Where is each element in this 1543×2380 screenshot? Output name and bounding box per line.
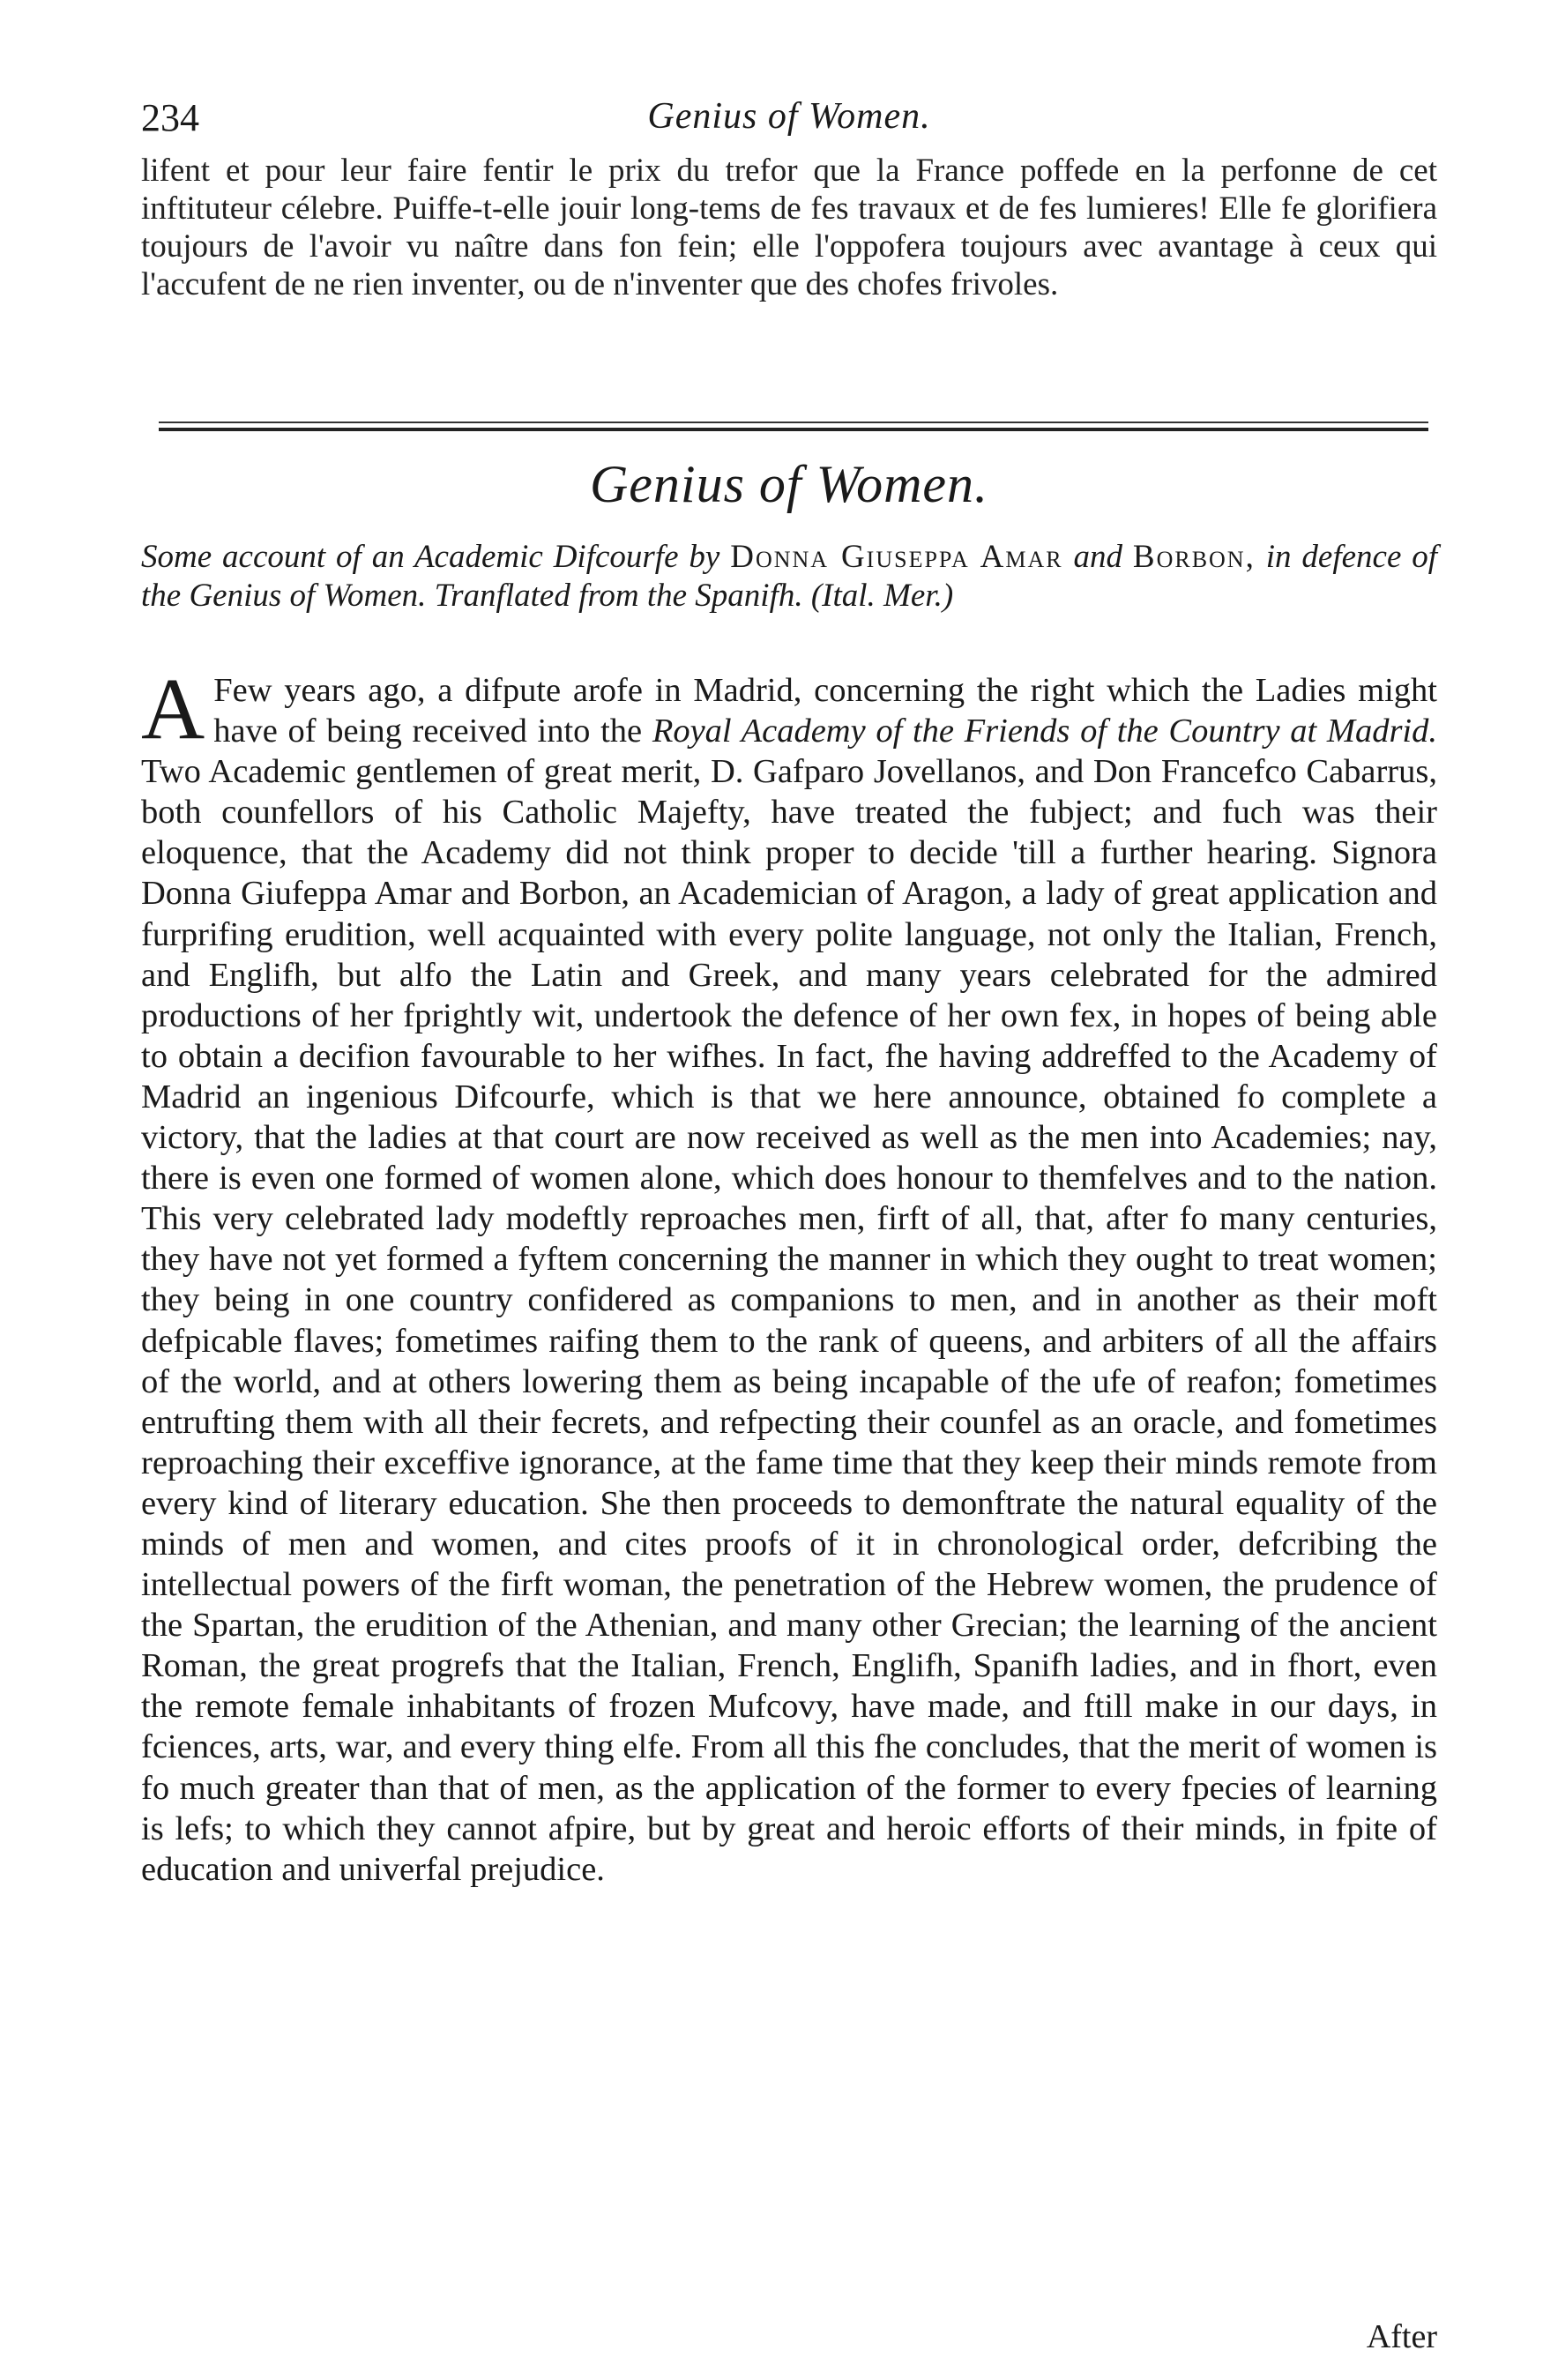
article-title: Genius of Women. <box>589 455 989 513</box>
subtitle-intro: Some account of an Academic Difcourfe by <box>141 539 720 575</box>
divider-thin-line <box>159 422 1428 423</box>
article-subtitle <box>141 538 1437 616</box>
divider-thick-line <box>159 428 1428 431</box>
catchword: After <box>1366 2318 1437 2355</box>
body-text-part-2: Two Academic gentlemen of great merit, D. Gafparo Jovellanos, and Don Francefco Cabarrus, both counfellors of his Catholic Majefty, have treated the fubject; and fuch was their eloquence, that the Academy did not think proper to decide 'till a further hearing. Signora Donna Giufeppa Amar and Borbon, an Academician of Aragon, a lady of great application and furprifing erudition, well acquainted with every polite language, not only the Italian, French, and Englifh, but alfo the Latin and Greek, and many years celebrated for the admired productions of her fprightly wit, undertook the defence of her own fex, in hopes of being able to obtain a decifion favourable to her wifhes. In fact, fhe having addreffed to the Academy of Madrid an ingenious Difcourfe, which is that we here announce, obtained fo complete a victory, that the ladies at that court are now received as well as the men into Academies; nay, there is even one formed of women alone, which does honour to themfelves and to the nation. This very celebrated lady modeftly reproaches men, firft of all, that, after fo many centuries, they have not yet formed a fyftem concerning the manner in which they ought to treat women; they being in one country confidered as companions to men, and in another as their moft defpicable flaves; fometimes raifing them to the rank of queens, and arbiters of all the affairs of the world, and at others lowering them as being incapable of the ufe of reafon; fometimes entrufting them with all their fecrets, and refpecting their counfel as an oracle, and fometimes reproaching their exceffive ignorance, at the fame time that they keep their minds remote from every kind of literary education. She then proceeds to demonftrate the natural equality of the minds of men and women, and cites proofs of it in chronological order, defcribing the intellectual powers of the firft woman, the penetration of the Hebrew women, the prudence of the Spartan, the erudition of the Athenian, and many other Grecian; the learning of the ancient Roman, the great progrefs that the Italian, French, Englifh, Spanifh ladies, and in fhort, even the remote female inhabitants of frozen Mufcovy, have made, and ftill make in our days, in fciences, arts, war, and every thing elfe. From all this fhe concludes, that the merit of women is fo much greater than that of men, as the application of the former to every fpecies of learning is lefs; to which they cannot afpire, but by great and heroic efforts of their minds, in fpite of education and univerfal prejudice. <box>141 753 1437 1888</box>
author-name-second: Borbon, <box>1132 539 1256 575</box>
previous-article-paragraph: lifent et pour leur faire fentir le prix du trefor que la France poffede en la perfonne de cet inftituteur célebre. Puiffe-t-elle jouir long-tems de fes travaux et de fes lumieres! Elle fe glorifiera toujours de l'avoir vu naître dans fon fein; elle l'oppofera toujours avec avantage à ceux qui l'accufent de ne rien inventer, ou de n'inventer que des chofes frivoles. <box>141 153 1437 302</box>
academy-name: Royal Academy of the Friends of the Country at Madrid. <box>652 713 1437 750</box>
body-text-part-1: Few years ago, a difpute arofe in Madrid, concerning the right which the Ladies might have of being received into the <box>213 672 1437 750</box>
previous-article-ending <box>141 152 1437 303</box>
article-paragraph <box>141 660 1437 1890</box>
subtitle-rest: in defence of the Genius of Women. Tranflated from the Spanifh. (Ital. Mer.) <box>141 539 1438 614</box>
section-divider-rule <box>159 422 1428 434</box>
running-head <box>141 95 1437 148</box>
author-name: Donna Giuseppa Amar <box>730 539 1063 575</box>
article-body <box>141 660 1437 1890</box>
subtitle-and: and <box>1073 539 1122 575</box>
running-title: Genius of Women. <box>647 96 931 137</box>
drop-cap: A <box>141 660 205 757</box>
page-number: 234 <box>141 96 199 139</box>
